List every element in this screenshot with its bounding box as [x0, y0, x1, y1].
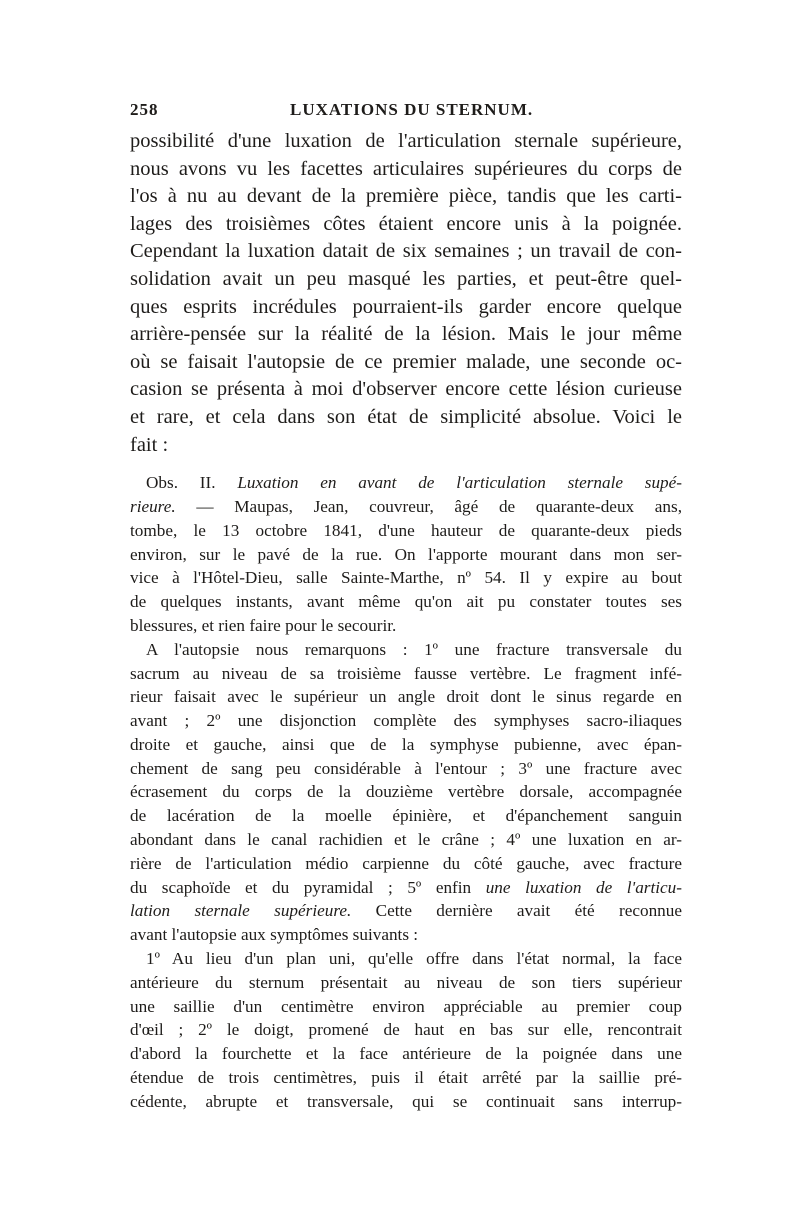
text-line: d'œil ; 2º le doigt, promené de haut en bas sur elle, rencontrait [130, 1020, 682, 1040]
text-line: antérieure du sternum présentait au niveau de son tiers supérieur [130, 972, 682, 992]
text-line: vice à l'Hôtel-Dieu, salle Sainte-Marthe, nº 54. Il y expire au bout [130, 568, 682, 588]
paragraph-intro [130, 128, 682, 459]
text-fragment: — Maupas, Jean, couvreur, âgé de quarante-deux ans, [196, 496, 682, 516]
text-line: arrière-pensée sur la réalité de la lésion. Mais le jour même [130, 323, 682, 346]
text-line: solidation avait un peu masqué les parties, et peut-être quel- [130, 267, 682, 290]
page-number: 258 [130, 100, 159, 119]
text-line: 1º Au lieu d'un plan uni, qu'elle offre dans l'état normal, la face [146, 949, 682, 969]
text-line: droite et gauche, ainsi que de la symphyse pubienne, avec épan- [130, 734, 682, 754]
text-line: chement de sang peu considérable à l'entour ; 3º une fracture avec [130, 758, 682, 778]
observation-label: Obs. II. [146, 473, 216, 493]
observation-title-end: rieure. [130, 496, 176, 516]
text-line: de quelques instants, avant même qu'on ait pu constater toutes ses [130, 592, 682, 612]
running-title: LUXATIONS DU STERNUM. [290, 100, 534, 119]
text-line: sacrum au niveau de sa troisième fausse vertèbre. Le fragment infé- [130, 663, 682, 683]
text-line: casion se présenta à moi d'observer encore cette lésion curieuse [130, 378, 682, 401]
text-line [130, 495, 682, 519]
text-line: avant ; 2º une disjonction complète des symphyses sacro-iliaques [130, 711, 682, 731]
text-block [130, 128, 682, 1114]
text-line: lages des troisièmes côtes étaient encore unis à la poignée. [130, 212, 682, 235]
text-line: d'abord la fourchette et la face antérieure de la poignée dans une [130, 1044, 682, 1064]
observation-paragraph-3 [130, 947, 682, 1114]
text-line [130, 899, 682, 923]
text-line: rière de l'articulation médio carpienne du côté gauche, avec fracture [130, 853, 682, 873]
text-line: blessures, et rien faire pour le secourir. [130, 615, 397, 635]
text-line: fait : [130, 433, 169, 456]
text-line: une saillie d'un centimètre environ appréciable au premier coup [130, 996, 682, 1016]
text-line: rieur faisait avec le supérieur un angle droit dont le sinus regarde en [130, 687, 682, 707]
page-header [130, 100, 682, 124]
text-line: environ, sur le pavé de la rue. On l'apporte mourant dans mon ser- [130, 544, 682, 564]
text-line: avant l'autopsie aux symptômes suivants : [130, 925, 419, 945]
italic-emphasis: une luxation de l'articu- [485, 877, 682, 897]
text-line: abondant dans le canal rachidien et le crâne ; 4º une luxation en ar- [130, 830, 682, 850]
text-line: possibilité d'une luxation de l'articulation sternale supérieure, [130, 130, 682, 152]
text-line: écrasement du corps de la douzième vertèbre dorsale, accompagnée [130, 782, 682, 802]
text-line: Cependant la luxation datait de six semaines ; un travail de con- [130, 240, 682, 263]
text-line: où se faisait l'autopsie de ce premier malade, une seconde oc- [130, 350, 682, 373]
text-line: tombe, le 13 octobre 1841, d'une hauteur de quarante-deux pieds [130, 520, 682, 540]
text-line: étendue de trois centimètres, puis il était arrêté par la saillie pré- [130, 1068, 682, 1088]
text-fragment: Cette dernière avait été reconnue [375, 901, 682, 921]
text-line: et rare, et cela dans son état de simplicité absolue. Voici le [130, 405, 682, 428]
observation-paragraph-1 [130, 471, 682, 638]
text-line [130, 876, 682, 900]
text-fragment: du scaphoïde et du pyramidal ; 5º enfin [130, 877, 472, 897]
observation-title: Luxation en avant de l'articulation sternale supé- [237, 473, 682, 493]
text-line: de lacération de la moelle épinière, et d'épanchement sanguin [130, 806, 682, 826]
text-line: l'os à nu au devant de la première pièce, tandis que les carti- [130, 185, 682, 208]
observation-title-line [130, 471, 682, 495]
text-line: cédente, abrupte et transversale, qui se continuait sans interrup- [130, 1091, 682, 1111]
italic-emphasis: lation sternale supérieure. [130, 901, 352, 921]
text-line: A l'autopsie nous remarquons : 1º une fracture transversale du [146, 639, 682, 659]
observation-paragraph-2 [130, 638, 682, 947]
text-line: ques esprits incrédules pourraient-ils garder encore quelque [130, 295, 682, 318]
text-line: nous avons vu les facettes articulaires supérieures du corps de [130, 157, 682, 180]
